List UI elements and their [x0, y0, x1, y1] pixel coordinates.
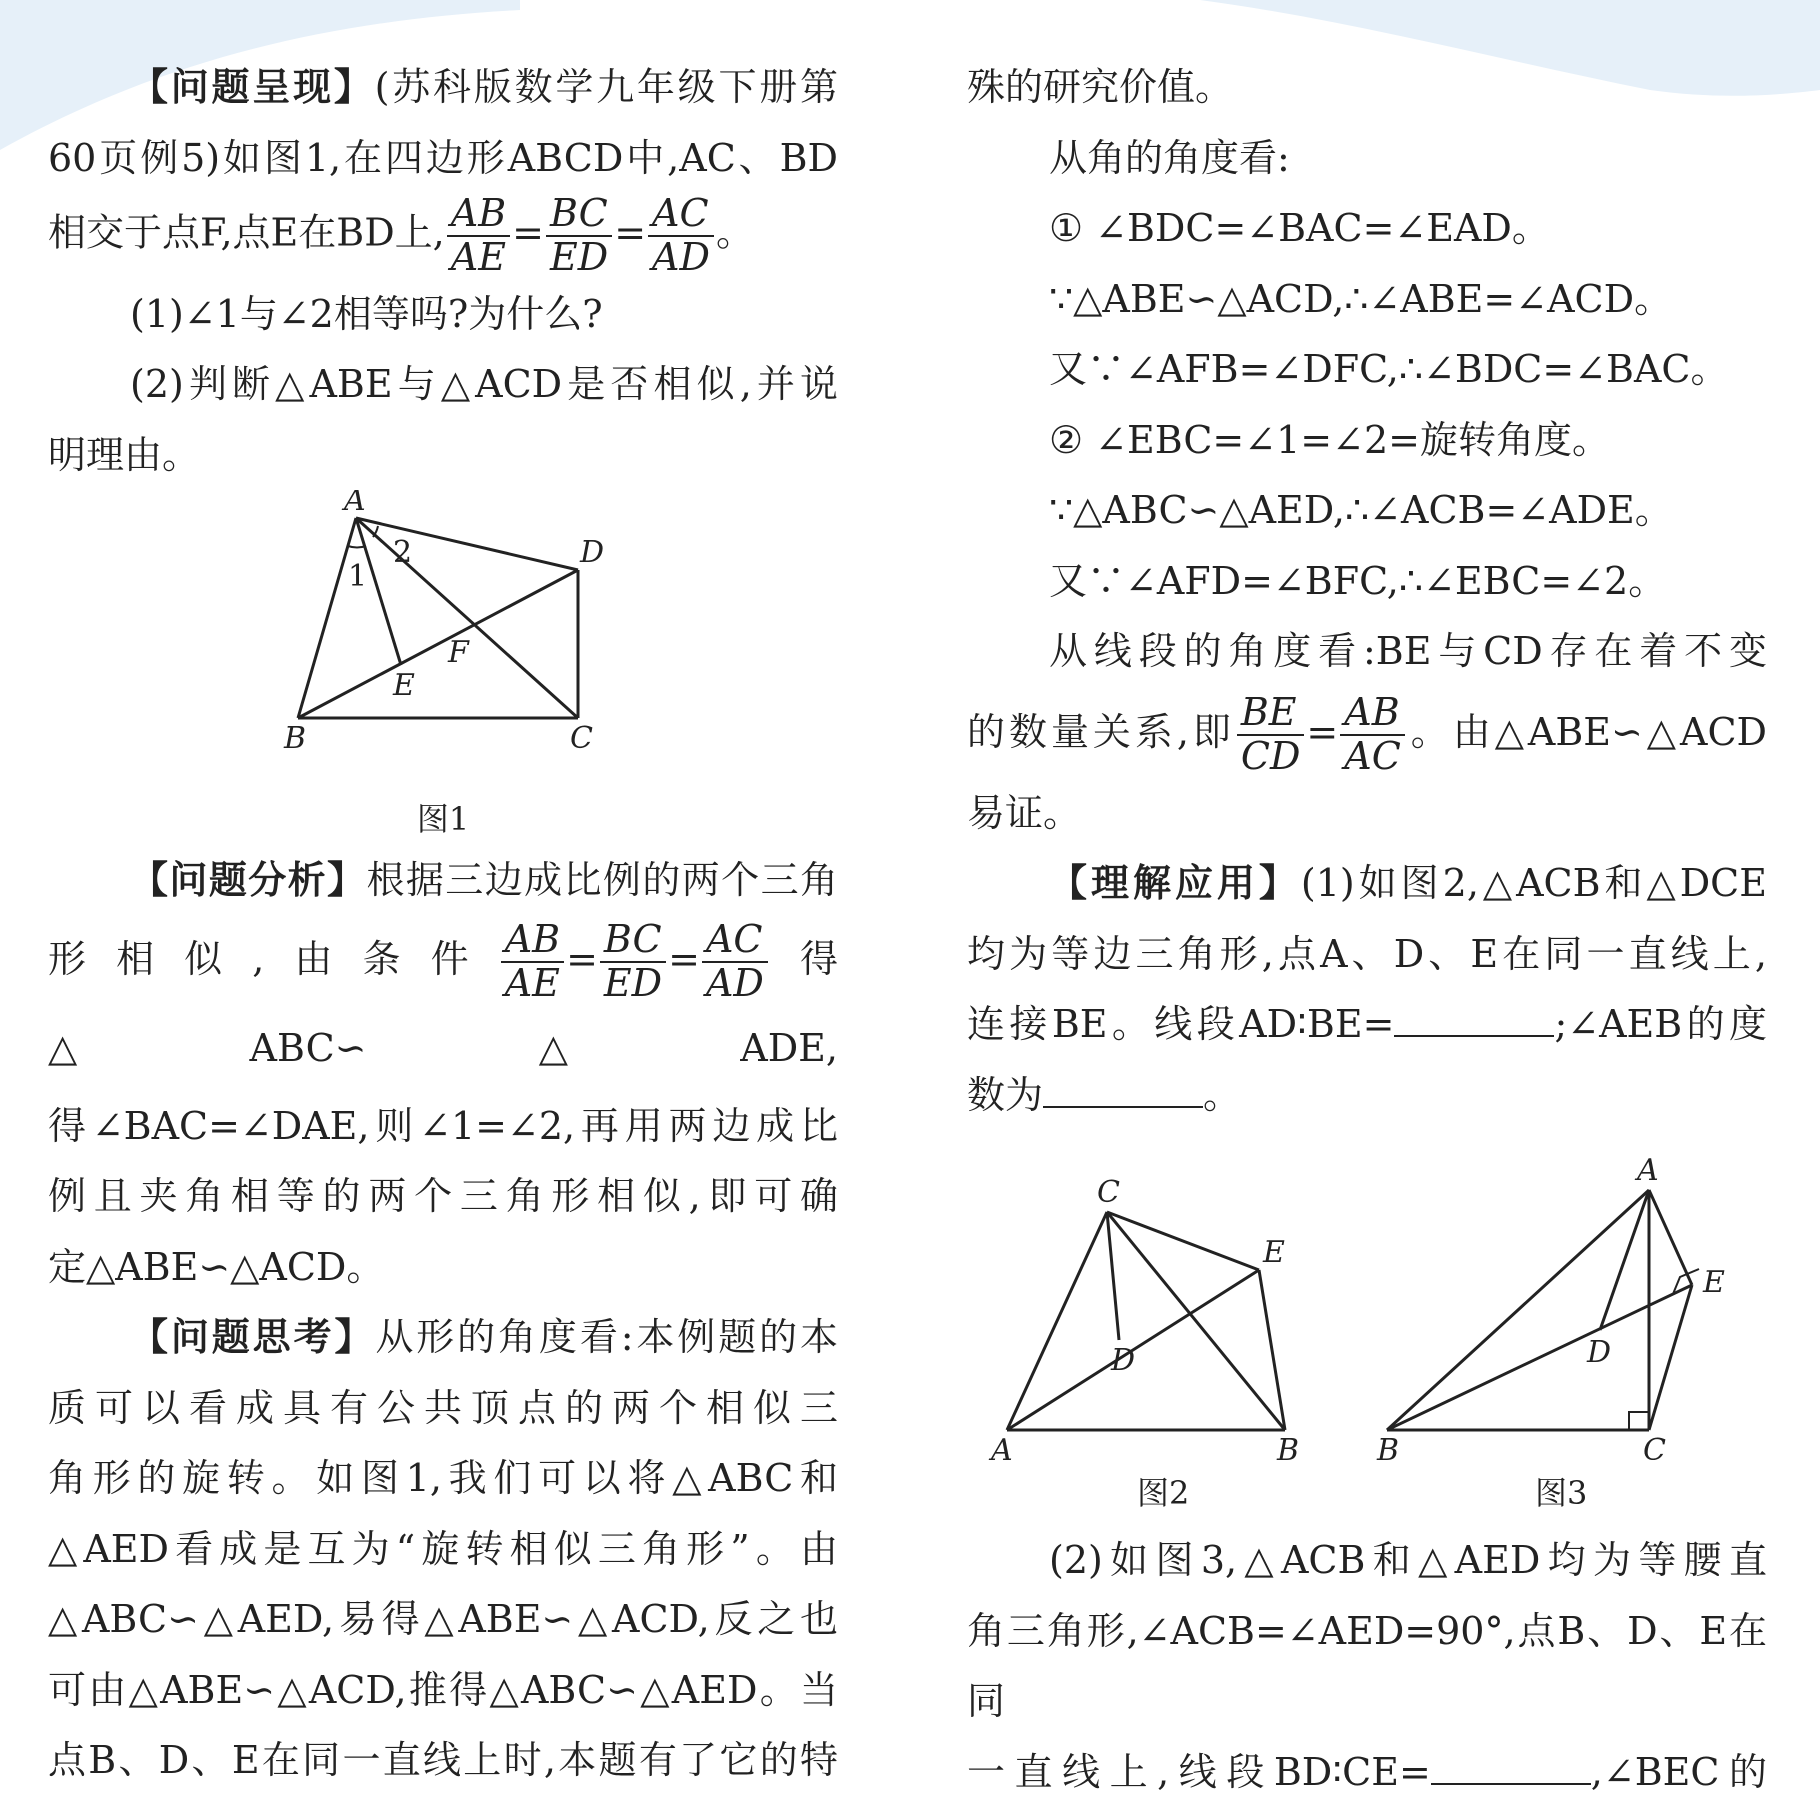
question-2-line-2: 明理由。: [48, 432, 201, 477]
figure-2-3-diagram: [967, 1130, 1767, 1460]
fig1-angle-1: 1: [348, 559, 368, 595]
right-line-9: 从线段的角度看:BE与CD存在着不变: [1049, 629, 1767, 673]
question-1: (1)∠1与∠2相等吗?为什么?: [130, 291, 603, 336]
fig1-angle-2: 2: [393, 535, 413, 571]
fig2-label-a: A: [991, 1433, 1013, 1461]
fig2-label-c: C: [1097, 1175, 1120, 1211]
answer-blank-3[interactable]: [1431, 1747, 1591, 1785]
fraction-bc-ed: $\frac{BC}{ED}$: [546, 193, 612, 279]
fraction-ab-ae: $\frac{AB}{AE}$: [447, 193, 510, 279]
right-line-4: ∵△ABE∽△ACD,∴∠ABE=∠ACD。: [1049, 276, 1673, 321]
intro-line-2: 60页例5)如图1,在四边形ABCD中,AC、BD: [48, 135, 838, 180]
figure-1-caption: 图1: [416, 800, 470, 839]
fig1-label-a: A: [344, 490, 366, 519]
right-line-6: ② ∠EBC=∠1=∠2=旋转角度。: [1049, 417, 1610, 462]
fig2-label-d: D: [1111, 1343, 1136, 1379]
fig3-label-e: E: [1703, 1265, 1725, 1301]
q3-line-2: 角三角形,∠ACB=∠AED=90°,点B、D、E在同: [967, 1608, 1767, 1724]
fig1-label-c: C: [570, 721, 593, 757]
apply-title: 【理解应用】: [1049, 861, 1301, 906]
right-line-3: ① ∠BDC=∠BAC=∠EAD。: [1049, 206, 1550, 250]
fig3-label-d: D: [1587, 1335, 1612, 1371]
apply-line-3: 连接BE。线段AD∶BE= ;∠AEB的度: [967, 989, 1767, 1060]
analysis-line-5: 定△ABE∽△ACD。: [48, 1244, 385, 1289]
fig2-label-e: E: [1263, 1235, 1285, 1271]
q3-line-1: (2)如图3,△ACB和△AED均为等腰直: [1049, 1538, 1767, 1583]
right-line-8: 又∵∠AFD=∠BFC,∴∠EBC=∠2。: [1049, 558, 1667, 603]
fraction-bc-ed-2: $\frac{BC}{ED}$: [600, 919, 666, 1005]
apply-line-1: 【理解应用】(1)如图2,△ACB和△DCE: [1049, 861, 1767, 906]
figure-captions: [967, 1468, 1767, 1513]
fig2-label-b: B: [1277, 1433, 1300, 1461]
analysis-line-3: 得∠BAC=∠DAE,则∠1=∠2,再用两边成比: [48, 1103, 838, 1148]
question-2-line-1: (2)判断△ABE与△ACD是否相似,并说: [130, 362, 838, 407]
think-line-2: 质可以看成具有公共顶点的两个相似三: [48, 1385, 838, 1430]
intro-line-3: 相交于点F,点E在BD上, $\frac{AB}{AE}$ = $\frac{BC}{ED}$ = $\frac{AC}{AD}$ 。: [48, 191, 754, 279]
intro-line-1: 【问题呈现】(苏科版数学九年级下册第: [130, 65, 838, 109]
fig1-label-d: D: [580, 535, 605, 571]
right-line-2: 从角的角度看:: [1049, 135, 1290, 180]
fig1-label-e: E: [393, 668, 415, 704]
intro-title: 【问题呈现】: [130, 65, 375, 109]
right-line-1: 殊的研究价值。: [967, 65, 1234, 109]
right-line-7: ∵△ABC∽△AED,∴∠ACB=∠ADE。: [1049, 488, 1673, 532]
analysis-line-1: 【问题分析】根据三边成比例的两个三角: [130, 858, 838, 903]
figure-1-diagram: [48, 490, 838, 790]
think-line-3: 角形的旋转。如图1,我们可以将△ABC和: [48, 1456, 838, 1501]
think-line-6: 可由△ABE∽△ACD,推得△ABC∽△AED。当: [48, 1667, 838, 1712]
right-line-5: 又∵∠AFB=∠DFC,∴∠BDC=∠BAC。: [1049, 347, 1729, 391]
fraction-ac-ad: $\frac{AC}{AD}$: [648, 193, 714, 279]
apply-line-2: 均为等边三角形,点A、D、E在同一直线上,: [967, 931, 1767, 976]
fig3-label-b: B: [1377, 1433, 1400, 1461]
answer-blank-2[interactable]: [1043, 1070, 1203, 1108]
analysis-line-4: 例且夹角相等的两个三角形相似,即可确: [48, 1174, 838, 1219]
think-line-4: △AED看成是互为“旋转相似三角形”。由: [48, 1526, 838, 1571]
fraction-be-cd: $\frac{BE}{CD}$: [1237, 692, 1305, 778]
fig1-label-b: B: [284, 721, 307, 757]
think-line-1: 【问题思考】从形的角度看:本例题的本: [130, 1315, 838, 1360]
fig3-label-c: C: [1643, 1433, 1666, 1461]
figures-2-3: [967, 1130, 1767, 1525]
fig1-label-f: F: [448, 635, 469, 671]
figure-3-caption: 图3: [1535, 1474, 1588, 1513]
think-line-7: 点B、D、E在同一直线上时,本题有了它的特: [48, 1738, 838, 1783]
analysis-line-2: 形相似,由条件 $\frac{AB}{AE}$ = $\frac{BC}{ED}$ = $\frac{AC}{AD}$ 得△ABC∽△ADE,: [48, 917, 838, 1070]
fraction-ab-ae-2: $\frac{AB}{AE}$: [501, 919, 564, 1005]
figure-1: [48, 490, 838, 845]
answer-blank-1[interactable]: [1394, 999, 1554, 1037]
apply-line-4: 数为 。: [967, 1060, 1767, 1131]
figure-2-caption: 图2: [1137, 1474, 1190, 1513]
left-column: [48, 52, 838, 1796]
fraction-ac-ad-2: $\frac{AC}{AD}$: [702, 919, 768, 1005]
think-line-5: △ABC∽△AED,易得△ABE∽△ACD,反之也: [48, 1597, 838, 1642]
fig3-label-a: A: [1637, 1153, 1659, 1189]
analysis-title: 【问题分析】: [130, 858, 367, 903]
fraction-ab-ac: $\frac{AB}{AC}$: [1340, 692, 1405, 778]
right-line-10: 的数量关系,即 $\frac{BE}{CD}$ = $\frac{AB}{AC}$ 。由△ABE∽△ACD: [967, 690, 1767, 778]
think-title: 【问题思考】: [130, 1315, 376, 1360]
right-column: [967, 52, 1767, 1807]
q3-line-3: 一直线上,线段BD∶CE= ,∠BEC的: [967, 1737, 1767, 1808]
right-line-11: 易证。: [967, 790, 1082, 835]
